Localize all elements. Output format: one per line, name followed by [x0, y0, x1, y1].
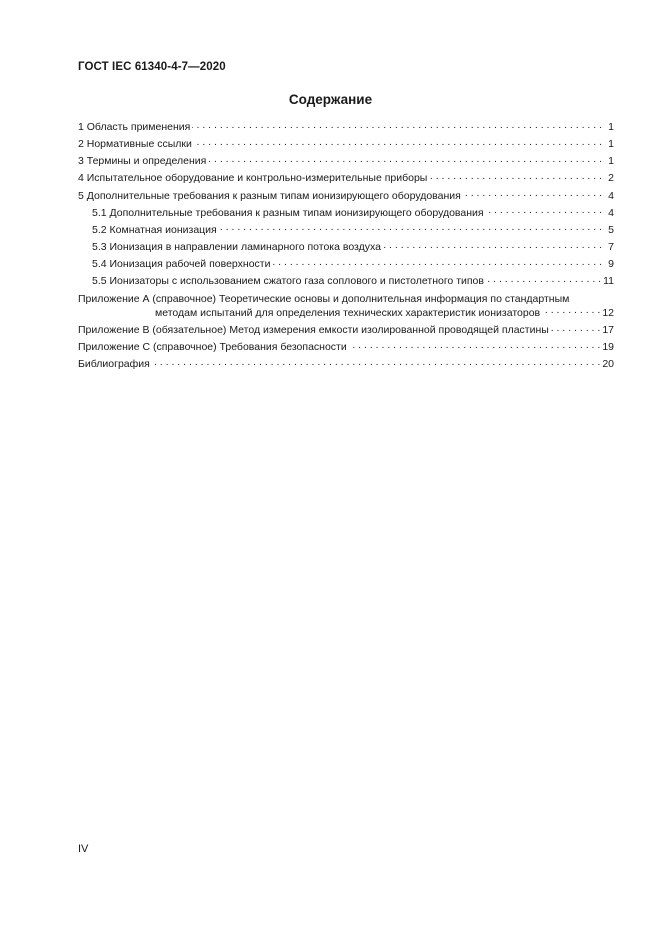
dot-leader: [152, 357, 600, 368]
toc-entry[interactable]: [78, 356, 614, 373]
document-code: ГОСТ IEC 61340-4-7—2020: [78, 61, 226, 73]
toc-entry-text: 5 Дополнительные требования к разным типам ионизирующего оборудования: [78, 189, 461, 202]
toc-entry-appendix-a[interactable]: [78, 291, 614, 323]
toc-entry-text-line2: методам испытаний для определения технических характеристик ионизаторов: [155, 307, 541, 320]
dot-leader: [383, 240, 602, 251]
toc-entry-text: 3 Термины и определения: [78, 155, 207, 168]
toc-entry-page: 7: [608, 241, 614, 254]
dot-leader: [486, 274, 601, 285]
toc-entry[interactable]: [78, 322, 614, 339]
toc-subentry[interactable]: [78, 239, 614, 256]
dot-leader: [349, 340, 601, 351]
toc-entry-text: 5.4 Ионизация рабочей поверхности: [92, 258, 271, 271]
toc-entry[interactable]: [78, 339, 614, 356]
toc-entry-text: 4 Испытательное оборудование и контрольно-измерительные приборы: [78, 172, 428, 185]
toc-entry-text: Приложение С (справочное) Требования безопасности: [78, 341, 347, 354]
dot-leader: [542, 306, 600, 317]
toc-entry-page: 5: [608, 223, 614, 236]
dot-leader: [429, 171, 602, 182]
dot-leader: [208, 154, 602, 165]
toc-entry-page: 9: [608, 258, 614, 271]
toc-subentry[interactable]: [78, 256, 614, 273]
toc-entry-page: 19: [602, 341, 614, 354]
toc-entry-text: 2 Нормативные ссылки: [78, 138, 192, 151]
dot-leader: [194, 137, 602, 148]
toc-subentry[interactable]: [78, 273, 614, 290]
toc-entry-text: 5.3 Ионизация в направлении ламинарного потока воздуха: [92, 241, 381, 254]
toc-entry-text: 5.2 Комнатная ионизация: [92, 223, 217, 236]
dot-leader: [551, 323, 600, 334]
toc-entry-page: 2: [608, 172, 614, 185]
dot-leader: [192, 120, 602, 131]
toc-entry-page: 4: [608, 189, 614, 202]
dot-leader: [486, 205, 602, 216]
toc-entry[interactable]: [78, 119, 614, 136]
toc-entry-text: Приложение В (обязательное) Метод измерения емкости изолированной проводящей пластины: [78, 324, 549, 337]
toc-entry-page: 1: [608, 138, 614, 151]
dot-leader: [463, 188, 602, 199]
toc-entry-text: 5.5 Ионизаторы с использованием сжатого газа соплового и пистолетного типов: [92, 275, 484, 288]
toc-entry-page: 1: [608, 155, 614, 168]
toc-entry-text: Библиография: [78, 358, 150, 371]
toc-entry-page: 1: [608, 121, 614, 133]
toc-entry[interactable]: [78, 136, 614, 153]
toc-entry-text: 5.1 Дополнительные требования к разным типам ионизирующего оборудования: [92, 206, 484, 219]
toc-entry-page: 11: [603, 275, 614, 288]
toc-entry-page: 17: [602, 324, 614, 337]
dot-leader: [272, 257, 602, 268]
table-of-contents: [78, 119, 614, 374]
toc-entry-page: 12: [602, 307, 614, 320]
toc-entry[interactable]: [78, 188, 614, 205]
toc-title: Содержание: [288, 92, 373, 107]
toc-entry[interactable]: [78, 170, 614, 187]
toc-entry-text: 1 Область применения: [78, 121, 191, 133]
toc-entry[interactable]: [78, 153, 614, 170]
toc-entry-page: 20: [602, 358, 614, 371]
toc-subentry[interactable]: [78, 222, 614, 239]
toc-entry-text-line1: Приложение А (справочное) Теоретические основы и дополнительная информация по стандартным: [78, 292, 570, 305]
dot-leader: [219, 222, 602, 233]
toc-subentry[interactable]: [78, 205, 614, 222]
page-number: IV: [78, 843, 89, 855]
toc-entry-page: 4: [608, 206, 614, 219]
